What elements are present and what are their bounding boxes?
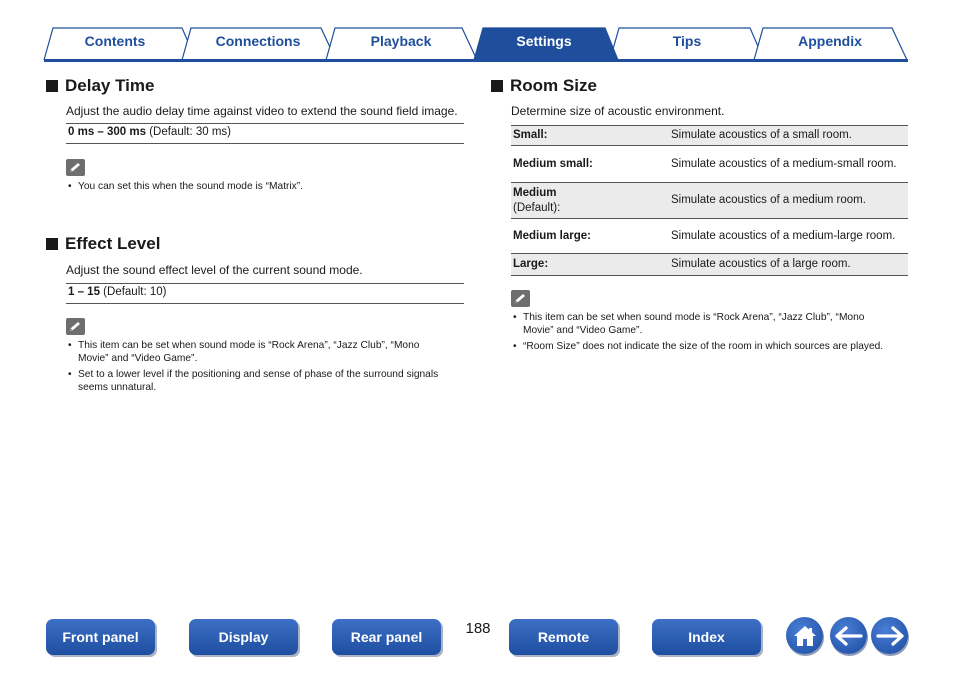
effect-level-range-default: (Default: 10) bbox=[99, 286, 167, 298]
forward-arrow-icon[interactable] bbox=[871, 617, 908, 654]
room-size-key: Large: bbox=[513, 258, 549, 270]
room-size-key: Medium small: bbox=[513, 157, 593, 170]
delay-time-description: Adjust the audio delay time against video to extend the sound field image. bbox=[66, 104, 458, 118]
list-item: • Set to a lower level if the positioning and sense of phase of the surround signals seems unnatural. bbox=[66, 368, 451, 394]
tab-settings[interactable]: Settings bbox=[516, 33, 572, 49]
room-size-section bbox=[491, 76, 909, 356]
effect-level-section bbox=[46, 234, 464, 397]
effect-level-description: Adjust the sound effect level of the current sound mode. bbox=[66, 263, 363, 277]
home-icon[interactable] bbox=[786, 617, 823, 654]
room-size-key: Medium bbox=[513, 186, 557, 199]
room-size-value: Simulate acoustics of a medium-small room. bbox=[670, 146, 908, 183]
room-size-key-default: (Default): bbox=[513, 201, 561, 214]
display-button[interactable]: Display bbox=[189, 619, 298, 655]
room-size-key: Small: bbox=[513, 129, 548, 141]
delay-time-note bbox=[66, 159, 464, 193]
delay-time-range-value: 0 ms – 300 ms bbox=[68, 126, 147, 138]
effect-level-note bbox=[66, 318, 464, 394]
page-number: 188 bbox=[465, 620, 491, 637]
room-size-description: Determine size of acoustic environment. bbox=[511, 104, 725, 118]
room-size-value: Simulate acoustics of a small room. bbox=[670, 126, 908, 146]
pencil-note-icon bbox=[66, 318, 85, 335]
tab-playback[interactable]: Playback bbox=[370, 33, 432, 49]
delay-time-note-list bbox=[66, 180, 464, 193]
pencil-note-icon bbox=[66, 159, 85, 176]
effect-level-heading bbox=[46, 234, 464, 254]
front-panel-button[interactable]: Front panel bbox=[46, 619, 155, 655]
room-size-value: Simulate acoustics of a large room. bbox=[670, 254, 908, 276]
room-size-table bbox=[511, 125, 908, 276]
index-button[interactable]: Index bbox=[652, 619, 761, 655]
room-size-note-list bbox=[511, 311, 896, 353]
list-item: • “Room Size” does not indicate the size of the room in which sources are played. bbox=[511, 340, 896, 353]
back-arrow-icon[interactable] bbox=[830, 617, 867, 654]
list-item: • You can set this when the sound mode is “Matrix”. bbox=[66, 180, 464, 193]
table-row bbox=[511, 183, 908, 219]
tab-bar-shapes bbox=[0, 0, 954, 64]
rear-panel-button[interactable]: Rear panel bbox=[332, 619, 441, 655]
table-row bbox=[511, 146, 908, 183]
pencil-note-icon bbox=[511, 290, 530, 307]
delay-time-section bbox=[46, 76, 464, 196]
room-size-heading bbox=[491, 76, 909, 96]
delay-time-heading bbox=[46, 76, 464, 96]
list-item: • This item can be set when sound mode is “Rock Arena”, “Jazz Club”, “Mono Movie” and “Video Game”. bbox=[66, 339, 451, 365]
table-row bbox=[511, 219, 908, 254]
room-size-note bbox=[511, 290, 909, 353]
effect-level-range bbox=[66, 283, 464, 304]
remote-button[interactable]: Remote bbox=[509, 619, 618, 655]
table-row bbox=[511, 254, 908, 276]
heading-square-icon bbox=[491, 80, 503, 92]
heading-square-icon bbox=[46, 238, 58, 250]
room-size-key: Medium large: bbox=[513, 229, 591, 242]
effect-level-note-list bbox=[66, 339, 451, 394]
table-row bbox=[511, 126, 908, 146]
tab-contents[interactable]: Contents bbox=[84, 33, 146, 49]
effect-level-range-value: 1 – 15 bbox=[68, 286, 100, 298]
room-size-value: Simulate acoustics of a medium room. bbox=[670, 183, 908, 219]
tab-tips[interactable]: Tips bbox=[672, 33, 702, 49]
tab-connections[interactable]: Connections bbox=[215, 33, 301, 49]
heading-square-icon bbox=[46, 80, 58, 92]
tab-appendix[interactable]: Appendix bbox=[798, 33, 862, 49]
effect-level-title: Effect Level bbox=[65, 234, 161, 253]
delay-time-range bbox=[66, 123, 464, 144]
tab-bar bbox=[0, 0, 954, 64]
delay-time-title: Delay Time bbox=[65, 76, 155, 95]
room-size-value: Simulate acoustics of a medium-large room. bbox=[670, 219, 908, 254]
room-size-title: Room Size bbox=[510, 76, 597, 95]
delay-time-range-default: (Default: 30 ms) bbox=[146, 126, 232, 138]
list-item: • This item can be set when sound mode is “Rock Arena”, “Jazz Club”, “Mono Movie” and “Video Game”. bbox=[511, 311, 896, 337]
